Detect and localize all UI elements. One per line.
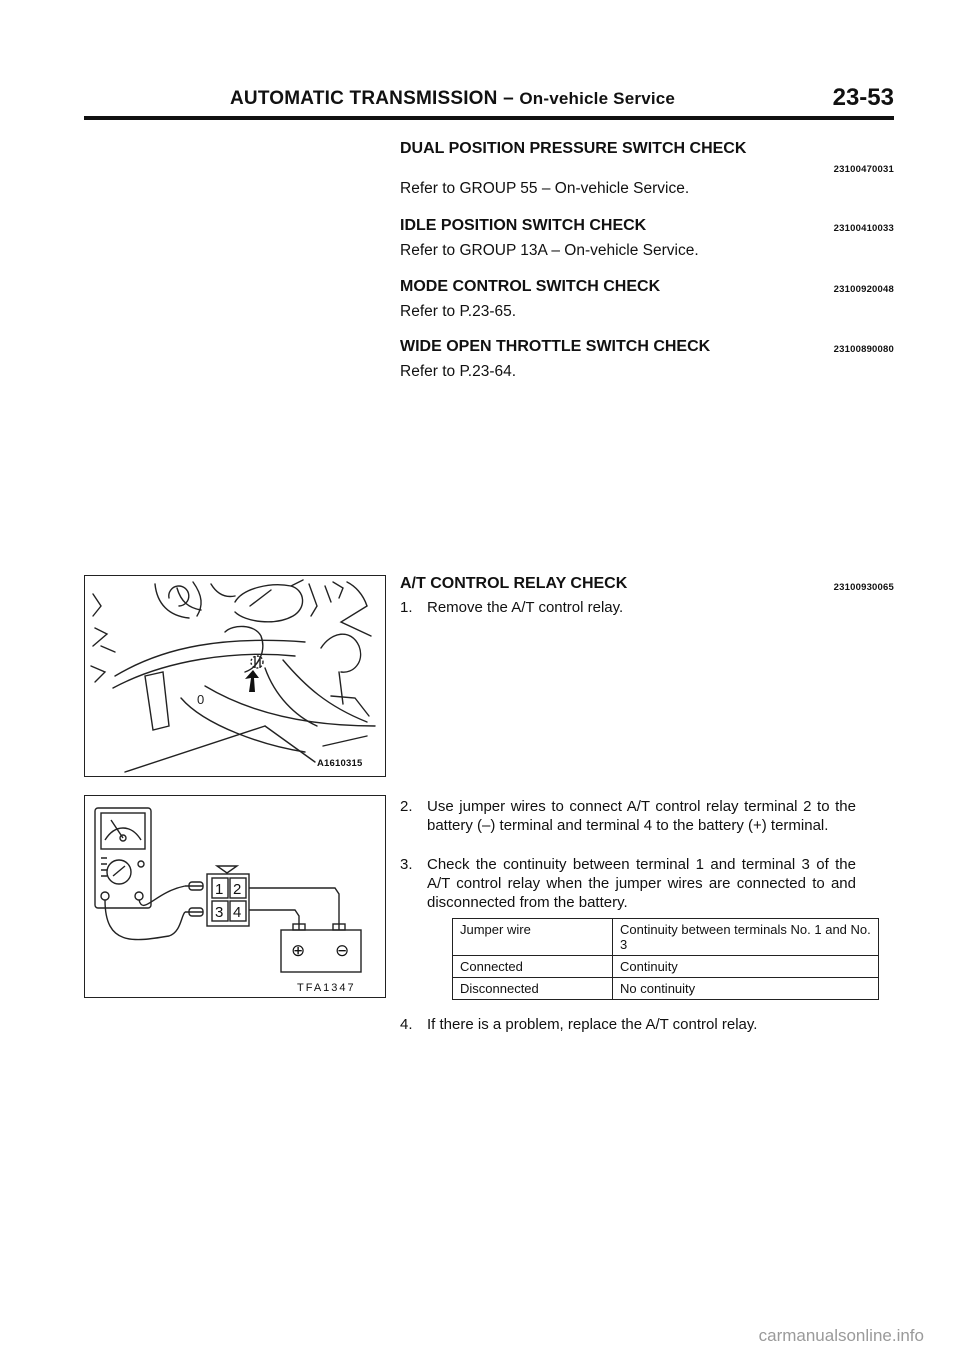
header-rule bbox=[84, 116, 894, 120]
section-title-relay-check: A/T CONTROL RELAY CHECK bbox=[400, 575, 628, 592]
section-text-dual-position: Refer to GROUP 55 – On-vehicle Service. bbox=[400, 180, 690, 197]
table-row bbox=[453, 978, 879, 1000]
section-title-dual-position: DUAL POSITION PRESSURE SWITCH CHECK bbox=[400, 140, 747, 157]
figure-relay-location bbox=[84, 575, 386, 777]
figure-relay-test-circuit bbox=[84, 795, 386, 998]
section-code-wide-open: 23100890080 bbox=[833, 344, 894, 355]
figure-code-tfa1347: TFA1347 bbox=[297, 982, 356, 994]
battery-minus-symbol: ⊖ bbox=[335, 941, 350, 960]
page-header-title bbox=[230, 88, 675, 110]
table-cell: Connected bbox=[453, 956, 613, 978]
relay-location-illustration bbox=[85, 576, 385, 776]
table-header-row bbox=[453, 919, 879, 956]
step-number: 2. bbox=[400, 798, 413, 815]
figure-code-a1610315: A1610315 bbox=[317, 758, 363, 769]
header-dash: – bbox=[503, 88, 514, 109]
table-header-cell: Continuity between terminals No. 1 and No. 3 bbox=[613, 919, 879, 956]
section-code-dual-position: 23100470031 bbox=[833, 164, 894, 175]
header-subtitle: On-vehicle Service bbox=[519, 89, 676, 108]
table-cell: Continuity bbox=[613, 956, 879, 978]
page-number: 23-53 bbox=[832, 84, 894, 111]
header-title: AUTOMATIC TRANSMISSION bbox=[230, 88, 498, 109]
terminal-4-label: 4 bbox=[233, 904, 242, 921]
step-4 bbox=[400, 1015, 880, 1034]
step-1 bbox=[400, 598, 880, 617]
battery-plus-symbol: ⊕ bbox=[291, 941, 306, 960]
step-3 bbox=[400, 855, 880, 912]
step-number: 1. bbox=[400, 599, 413, 616]
section-text-mode-control: Refer to P.23-65. bbox=[400, 303, 517, 320]
relay-test-circuit-illustration bbox=[85, 796, 385, 997]
table-cell: Disconnected bbox=[453, 978, 613, 1000]
section-text-wide-open: Refer to P.23-64. bbox=[400, 363, 517, 380]
step-text: Use jumper wires to connect A/T control relay terminal 2 to the battery (–) terminal and terminal 4 to the battery (+) terminal. bbox=[427, 798, 856, 834]
table-header-cell: Jumper wire bbox=[453, 919, 613, 956]
step-2 bbox=[400, 797, 880, 835]
footer-watermark[interactable]: carmanualsonline.info bbox=[758, 1326, 924, 1345]
step-number: 3. bbox=[400, 856, 413, 873]
step-text: Check the continuity between terminal 1 and terminal 3 of the A/T control relay when the jumper wires are connected to and disconnected from the battery. bbox=[427, 856, 856, 911]
section-code-mode-control: 23100920048 bbox=[833, 284, 894, 295]
section-code-idle-position: 23100410033 bbox=[833, 223, 894, 234]
section-text-idle-position: Refer to GROUP 13A – On-vehicle Service. bbox=[400, 242, 699, 259]
terminal-2-label: 2 bbox=[233, 881, 242, 898]
terminal-1-label: 1 bbox=[215, 881, 224, 898]
section-title-mode-control: MODE CONTROL SWITCH CHECK bbox=[400, 278, 661, 295]
continuity-table bbox=[452, 918, 879, 1000]
terminal-3-label: 3 bbox=[215, 904, 224, 921]
section-title-idle-position: IDLE POSITION SWITCH CHECK bbox=[400, 217, 647, 234]
step-text: Remove the A/T control relay. bbox=[427, 599, 624, 616]
step-number: 4. bbox=[400, 1016, 413, 1033]
section-title-wide-open: WIDE OPEN THROTTLE SWITCH CHECK bbox=[400, 338, 711, 355]
table-cell: No continuity bbox=[613, 978, 879, 1000]
svg-text:0: 0 bbox=[197, 692, 205, 707]
section-code-relay-check: 23100930065 bbox=[833, 582, 894, 593]
table-row bbox=[453, 956, 879, 978]
step-text: If there is a problem, replace the A/T control relay. bbox=[427, 1016, 758, 1033]
